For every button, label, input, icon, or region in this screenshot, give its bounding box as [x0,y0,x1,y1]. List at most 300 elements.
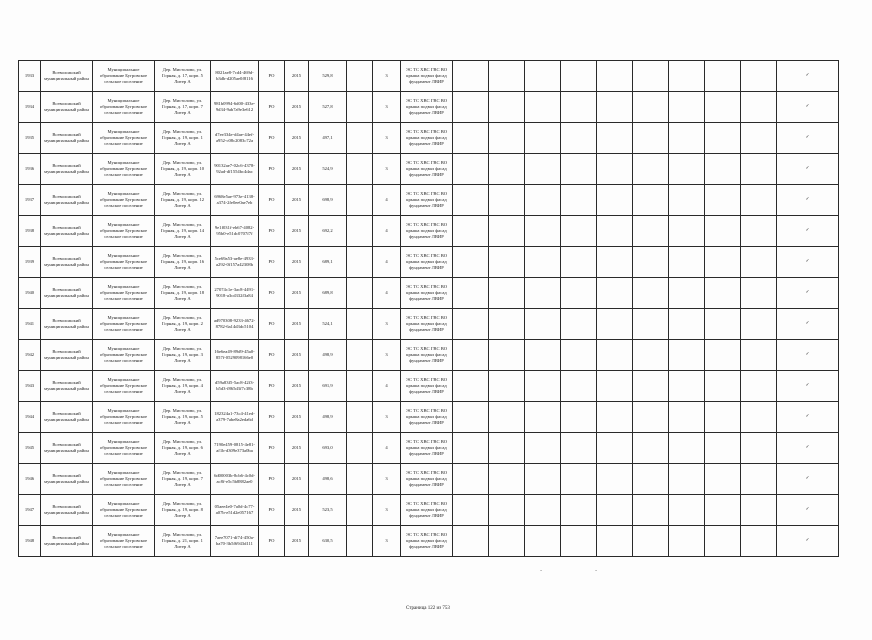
empty-cell [633,340,669,371]
empty-cell [741,340,777,371]
settlement-cell: Муниципальное образование Бугровское сельское поселение [93,402,155,433]
fias-code-cell: ad970308-9233-4672-8782-6a14d3dc5104 [211,309,259,340]
table-row [19,154,839,185]
address-cell: Дер. Мистолово, ул. Горная, д. 19, корп. 18 Литер А [155,278,211,309]
address-cell: Дер. Мистолово, ул. Горная, д. 19, корп. 3 Литер А [155,340,211,371]
empty-cell [453,247,489,278]
empty-cell [489,92,525,123]
empty-cell [489,309,525,340]
empty-cell [705,154,741,185]
empty-cell [741,61,777,92]
empty-cell [453,123,489,154]
row-number: 1933 [19,61,41,92]
address-cell: Дер. Мистолово, ул. Горная, д. 19, корп. 1 Литер А [155,123,211,154]
floors-cell: 4 [373,185,401,216]
empty-cell [561,216,597,247]
empty-cell [633,433,669,464]
floors-cell: 4 [373,371,401,402]
area-cell: 698,9 [309,185,347,216]
row-number: 1937 [19,185,41,216]
empty-cell [597,526,633,557]
empty-cell [347,464,373,495]
settlement-cell: Муниципальное образование Бугровское сельское поселение [93,371,155,402]
area-cell: 524,9 [309,154,347,185]
empty-cell [525,371,561,402]
empty-cell [633,247,669,278]
empty-cell [597,495,633,526]
work-types-cell: ЭС ТС ХВС ГВС ВО крыша подвал фасад фундамент ЛВИР [401,278,453,309]
address-cell: Дер. Мистолово, ул. Горная, д. 19, корп. 10 Литер А [155,154,211,185]
area-cell: 691,9 [309,371,347,402]
fias-code-cell: 16e6ea49-89d9-45a0-857f-0529098166e0 [211,340,259,371]
empty-cell [741,464,777,495]
empty-cell [489,61,525,92]
work-types-cell: ЭС ТС ХВС ГВС ВО крыша подвал фасад фундамент ЛВИР [401,61,453,92]
empty-cell [347,154,373,185]
empty-cell [347,402,373,433]
empty-cell [561,402,597,433]
empty-cell [705,247,741,278]
empty-cell [347,216,373,247]
empty-cell [453,216,489,247]
check-mark-icon: ✓ [777,433,839,464]
empty-cell [669,309,705,340]
empty-cell [525,433,561,464]
empty-cell [347,123,373,154]
fund-form-cell: РО [259,216,285,247]
empty-cell [741,154,777,185]
empty-cell [669,371,705,402]
empty-cell [489,340,525,371]
settlement-cell: Муниципальное образование Бугровское сельское поселение [93,216,155,247]
check-mark-icon: ✓ [777,495,839,526]
check-mark-icon: ✓ [777,61,839,92]
fund-form-cell: РО [259,526,285,557]
year-cell: 2015 [285,309,309,340]
fund-form-cell: РО [259,185,285,216]
empty-cell [525,278,561,309]
empty-cell [669,402,705,433]
district-cell: Всеволожский муниципальный район [41,123,93,154]
empty-cell [453,464,489,495]
empty-cell [633,123,669,154]
empty-cell [597,340,633,371]
empty-cell [633,92,669,123]
row-number: 1944 [19,402,41,433]
row-number: 1946 [19,464,41,495]
settlement-cell: Муниципальное образование Бугровское сельское поселение [93,464,155,495]
fund-form-cell: РО [259,61,285,92]
empty-cell [347,309,373,340]
empty-cell [489,433,525,464]
settlement-cell: Муниципальное образование Бугровское сельское поселение [93,309,155,340]
fund-form-cell: РО [259,464,285,495]
empty-cell [597,278,633,309]
table-row [19,495,839,526]
floors-cell: 4 [373,247,401,278]
fias-code-cell: 182324a1-73c4-41ed-a379-7abe8a2eda6d [211,402,259,433]
floors-cell: 3 [373,464,401,495]
empty-cell [453,402,489,433]
area-cell: 524,1 [309,309,347,340]
empty-cell [633,371,669,402]
area-cell: 689,1 [309,247,347,278]
fias-code-cell: 7190e459-0815-4e81-af1b-d309e373a0ba [211,433,259,464]
table-row [19,371,839,402]
empty-cell [561,464,597,495]
empty-cell [741,247,777,278]
year-cell: 2015 [285,185,309,216]
floors-cell: 4 [373,278,401,309]
empty-cell [453,371,489,402]
empty-cell [561,433,597,464]
empty-cell [669,278,705,309]
settlement-cell: Муниципальное образование Бугровское сельское поселение [93,340,155,371]
work-types-cell: ЭС ТС ХВС ГВС ВО крыша подвал фасад фундамент ЛВИР [401,309,453,340]
empty-cell [597,464,633,495]
address-cell: Дер. Мистолово, ул. Горная, д. 17, корп. 7 Литер А [155,92,211,123]
empty-cell [453,92,489,123]
year-cell: 2015 [285,154,309,185]
work-types-cell: ЭС ТС ХВС ГВС ВО крыша подвал фасад фундамент ЛВИР [401,340,453,371]
empty-cell [669,123,705,154]
empty-cell [525,92,561,123]
empty-cell [489,216,525,247]
empty-cell [705,92,741,123]
table-row [19,247,839,278]
area-cell: 527,8 [309,92,347,123]
fund-form-cell: РО [259,278,285,309]
empty-cell [453,309,489,340]
district-cell: Всеволожский муниципальный район [41,526,93,557]
floors-cell: 3 [373,123,401,154]
empty-cell [525,402,561,433]
district-cell: Всеволожский муниципальный район [41,185,93,216]
area-cell: 529,8 [309,61,347,92]
table-row [19,402,839,433]
work-types-cell: ЭС ТС ХВС ГВС ВО крыша подвал фасад фундамент ЛВИР [401,433,453,464]
floors-cell: 3 [373,61,401,92]
fias-code-cell: 6968e5ae-973e-4138-a374-2fe0ee0ae7eb [211,185,259,216]
empty-cell [705,340,741,371]
district-cell: Всеволожский муниципальный район [41,216,93,247]
floors-cell: 3 [373,340,401,371]
district-cell: Всеволожский муниципальный район [41,464,93,495]
empty-cell [741,278,777,309]
check-mark-icon: ✓ [777,154,839,185]
row-number: 1939 [19,247,41,278]
empty-cell [705,433,741,464]
work-types-cell: ЭС ТС ХВС ГВС ВО крыша подвал фасад фундамент ЛВИР [401,402,453,433]
row-number: 1947 [19,495,41,526]
address-cell: Дер. Мистолово, ул. Горная, д. 17, корп. 5 Литер А [155,61,211,92]
empty-cell [597,185,633,216]
fias-code-cell: 90132ae7-02c6-4378-92ad-df1554bc4dac [211,154,259,185]
empty-cell [669,433,705,464]
district-cell: Всеволожский муниципальный район [41,61,93,92]
empty-cell [347,340,373,371]
check-mark-icon: ✓ [777,309,839,340]
address-cell: Дер. Мистолово, ул. Горная, д. 19, корп. 4 Литер А [155,371,211,402]
address-cell: Дер. Мистолово, ул. Горная, д. 19, корп. 7 Литер А [155,464,211,495]
settlement-cell: Муниципальное образование Бугровское сельское поселение [93,247,155,278]
work-types-cell: ЭС ТС ХВС ГВС ВО крыша подвал фасад фундамент ЛВИР [401,247,453,278]
empty-cell [705,61,741,92]
empty-cell [453,526,489,557]
floors-cell: 4 [373,433,401,464]
district-cell: Всеволожский муниципальный район [41,371,93,402]
fias-code-cell: 981b0994-6d00-433e-9d34-9ab7a9e3e612 [211,92,259,123]
address-cell: Дер. Мистолово, ул. Горная, д. 19, корп. 16 Литер А [155,247,211,278]
district-cell: Всеволожский муниципальный район [41,495,93,526]
district-cell: Всеволожский муниципальный район [41,247,93,278]
empty-cell [633,154,669,185]
fund-form-cell: РО [259,309,285,340]
row-number: 1940 [19,278,41,309]
check-mark-icon: ✓ [777,464,839,495]
fias-code-cell: 9e1f031f-eb67-4082-95b0-e51dc0707f7f [211,216,259,247]
empty-cell [741,309,777,340]
floors-cell: 3 [373,154,401,185]
empty-cell [561,278,597,309]
empty-cell [347,433,373,464]
empty-cell [453,278,489,309]
empty-cell [489,278,525,309]
settlement-cell: Муниципальное образование Бугровское сельское поселение [93,61,155,92]
settlement-cell: Муниципальное образование Бугровское сельское поселение [93,278,155,309]
check-mark-icon: ✓ [777,92,839,123]
empty-cell [525,154,561,185]
empty-cell [705,402,741,433]
fund-form-cell: РО [259,402,285,433]
district-cell: Всеволожский муниципальный район [41,433,93,464]
check-mark-icon: ✓ [777,216,839,247]
empty-cell [633,309,669,340]
table-row [19,216,839,247]
row-number: 1948 [19,526,41,557]
empty-cell [489,185,525,216]
address-cell: Дер. Мистолово, ул. Горная, д. 19, корп. 2 Литер А [155,309,211,340]
row-number: 1934 [19,92,41,123]
address-cell: Дер. Мистолово, ул. Горная, д. 19, корп. 14 Литер А [155,216,211,247]
row-number: 1935 [19,123,41,154]
empty-cell [705,526,741,557]
empty-cell [597,216,633,247]
fias-code-cell: 5ce69a53-ae8e-4933-a292-0f157a42308b [211,247,259,278]
registry-rows [19,61,839,557]
year-cell: 2015 [285,371,309,402]
empty-cell [561,185,597,216]
empty-cell [525,464,561,495]
empty-cell [347,247,373,278]
work-types-cell: ЭС ТС ХВС ГВС ВО крыша подвал фасад фундамент ЛВИР [401,123,453,154]
empty-cell [669,154,705,185]
year-cell: 2015 [285,123,309,154]
empty-cell [597,309,633,340]
fias-code-cell: 27074c1e-3ac8-4491-9018-a3cd332f3a84 [211,278,259,309]
empty-cell [561,309,597,340]
empty-cell [453,185,489,216]
address-cell: Дер. Мистолово, ул. Горная, д. 19, корп. 8 Литер А [155,495,211,526]
empty-cell [489,247,525,278]
row-number: 1942 [19,340,41,371]
empty-cell [669,216,705,247]
empty-cell [633,402,669,433]
area-cell: 498,6 [309,464,347,495]
table-row [19,61,839,92]
district-cell: Всеволожский муниципальный район [41,402,93,433]
work-types-cell: ЭС ТС ХВС ГВС ВО крыша подвал фасад фундамент ЛВИР [401,216,453,247]
area-cell: 497,1 [309,123,347,154]
check-mark-icon: ✓ [777,340,839,371]
table-row [19,526,839,557]
empty-cell [669,61,705,92]
fund-form-cell: РО [259,371,285,402]
empty-cell [561,247,597,278]
empty-cell [705,371,741,402]
empty-cell [489,371,525,402]
year-cell: 2015 [285,433,309,464]
fund-form-cell: РО [259,123,285,154]
empty-cell [525,61,561,92]
address-cell: Дер. Мистолово, ул. Горная, д. 21, корп. 1 Литер А [155,526,211,557]
empty-cell [453,495,489,526]
year-cell: 2015 [285,495,309,526]
area-cell: 630,5 [309,526,347,557]
fias-code-cell: 8021ae8-7cd4-469d-b3db-d205ae0f8116 [211,61,259,92]
empty-cell [489,464,525,495]
district-cell: Всеволожский муниципальный район [41,340,93,371]
empty-cell [347,61,373,92]
floors-cell: 3 [373,402,401,433]
work-types-cell: ЭС ТС ХВС ГВС ВО крыша подвал фасад фундамент ЛВИР [401,154,453,185]
address-cell: Дер. Мистолово, ул. Горная, д. 19, корп. 12 Литер А [155,185,211,216]
empty-cell [741,216,777,247]
empty-cell [705,123,741,154]
empty-cell [669,92,705,123]
empty-cell [597,61,633,92]
floors-cell: 3 [373,309,401,340]
check-mark-icon: ✓ [777,278,839,309]
check-mark-icon: ✓ [777,371,839,402]
empty-cell [633,526,669,557]
check-mark-icon: ✓ [777,247,839,278]
empty-cell [669,247,705,278]
fias-code-cell: d59a83f5-5ac8-42f3-b5d3-f865d3f7c38b [211,371,259,402]
empty-cell [705,309,741,340]
empty-cell [597,433,633,464]
empty-cell [705,464,741,495]
table-row [19,433,839,464]
empty-cell [489,402,525,433]
work-types-cell: ЭС ТС ХВС ГВС ВО крыша подвал фасад фундамент ЛВИР [401,495,453,526]
area-cell: 689,8 [309,278,347,309]
fund-form-cell: РО [259,247,285,278]
empty-cell [741,402,777,433]
empty-cell [597,247,633,278]
empty-cell [525,247,561,278]
empty-cell [597,154,633,185]
empty-cell [561,371,597,402]
empty-cell [705,185,741,216]
district-cell: Всеволожский муниципальный район [41,92,93,123]
empty-cell [705,278,741,309]
floors-cell: 3 [373,495,401,526]
empty-cell [741,526,777,557]
empty-cell [525,185,561,216]
year-cell: 2015 [285,92,309,123]
empty-cell [525,309,561,340]
empty-cell [741,495,777,526]
empty-cell [669,495,705,526]
empty-cell [561,61,597,92]
work-types-cell: ЭС ТС ХВС ГВС ВО крыша подвал фасад фундамент ЛВИР [401,526,453,557]
empty-cell [633,216,669,247]
empty-cell [489,495,525,526]
check-mark-icon: ✓ [777,185,839,216]
area-cell: 498,9 [309,340,347,371]
empty-cell [597,92,633,123]
empty-cell [347,185,373,216]
floors-cell: 3 [373,92,401,123]
table-row [19,92,839,123]
row-number: 1936 [19,154,41,185]
year-cell: 2015 [285,402,309,433]
table-row [19,309,839,340]
page-number: Страница 122 из 753 [406,606,450,611]
empty-cell [347,371,373,402]
table-row [19,340,839,371]
scan-mark: - [595,567,598,574]
empty-cell [597,371,633,402]
area-cell: 692,2 [309,216,347,247]
table-row [19,123,839,154]
year-cell: 2015 [285,216,309,247]
scan-mark: - [540,567,543,574]
empty-cell [669,526,705,557]
empty-cell [561,154,597,185]
fias-code-cell: d7ee334e-d4ae-44ef-a952-c08c2083c72a [211,123,259,154]
table-row [19,278,839,309]
address-cell: Дер. Мистолово, ул. Горная, д. 19, корп. 6 Литер А [155,433,211,464]
empty-cell [633,495,669,526]
check-mark-icon: ✓ [777,123,839,154]
empty-cell [633,185,669,216]
empty-cell [741,433,777,464]
empty-cell [561,495,597,526]
empty-cell [525,123,561,154]
empty-cell [741,185,777,216]
work-types-cell: ЭС ТС ХВС ГВС ВО крыша подвал фасад фундамент ЛВИР [401,92,453,123]
row-number: 1941 [19,309,41,340]
settlement-cell: Муниципальное образование Бугровское сельское поселение [93,123,155,154]
address-cell: Дер. Мистолово, ул. Горная, д. 19, корп. 5 Литер А [155,402,211,433]
empty-cell [669,185,705,216]
empty-cell [597,123,633,154]
empty-cell [525,340,561,371]
empty-cell [669,464,705,495]
empty-cell [525,216,561,247]
district-cell: Всеволожский муниципальный район [41,278,93,309]
empty-cell [525,526,561,557]
empty-cell [347,92,373,123]
fias-code-cell: 7aee7071-df74-450a-ba70-3b5f6943d111 [211,526,259,557]
empty-cell [633,464,669,495]
empty-cell [633,61,669,92]
empty-cell [347,495,373,526]
empty-cell [741,371,777,402]
row-number: 1943 [19,371,41,402]
